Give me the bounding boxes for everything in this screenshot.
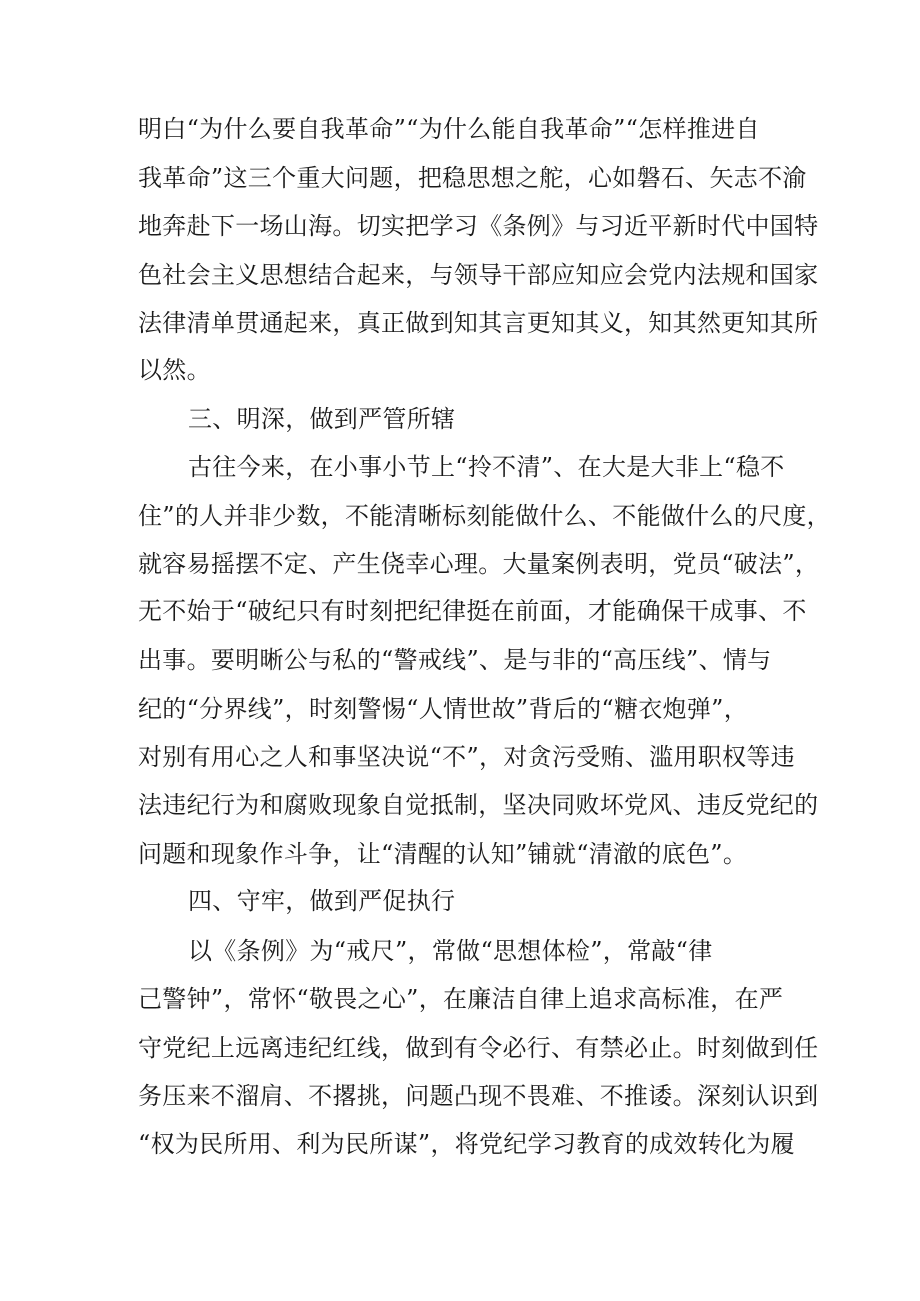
paragraph-line: 我革命”这三个重大问题，把稳思想之舵，心如磐石、矢志不渝 <box>138 164 807 192</box>
paragraph-line: 色社会主义思想结合起来，与领导干部应知应会党内法规和国家 <box>138 261 819 289</box>
paragraph-line: 法律清单贯通起来，真正做到知其言更知其义，知其然更知其所 <box>138 309 819 337</box>
paragraph-line: 古往今来，在小事小节上“拎不清”、在大是大非上“稳不 <box>188 453 785 481</box>
paragraph-line: 对别有用心之人和事坚决说“不”，对贪污受贿、滥用职权等违 <box>138 743 795 771</box>
paragraph-line: 明白“为什么要自我革命”“为什么能自我革命”“怎样推进自 <box>138 115 760 143</box>
paragraph-line: 守党纪上远离违纪红线，做到有令必行、有禁必止。时刻做到任 <box>138 1034 819 1062</box>
paragraph-line: 己警钟”，常怀“敬畏之心”，在廉洁自律上追求高标准，在严 <box>138 985 784 1013</box>
paragraph-line: 就容易摇摆不定、产生侥幸心理。大量案例表明，党员“破法”， <box>138 550 820 578</box>
paragraph-line: 以《条例》为“戒尺”，常做“思想体检”，常敲“律 <box>188 937 713 965</box>
paragraph-line: 务压来不溜肩、不撂挑，问题凸现不畏难、不推诿。深刻认识到 <box>138 1082 819 1110</box>
paragraph-line: 法违纪行为和腐败现象自觉抵制，坚决同败坏党风、违反党纪的 <box>138 791 819 819</box>
paragraph-line: 问题和现象作斗争，让“清醒的认知”铺就“清澈的底色”。 <box>138 840 748 868</box>
paragraph-line: “权为民所用、利为民所谋”，将党纪学习教育的成效转化为履 <box>138 1130 795 1158</box>
paragraph-line: 住”的人并非少数，不能清晰标刻能做什么、不能做什么的尺度， <box>138 502 831 530</box>
paragraph-line: 以然。 <box>138 356 211 384</box>
paragraph-line: 无不始于“破纪只有时刻把纪律挺在前面，才能确保干成事、不 <box>138 597 807 625</box>
section-heading-3: 三、明深，做到严管所辖 <box>188 405 456 433</box>
paragraph-line: 出事。要明晰公与私的“警戒线”、是与非的“高压线”、情与 <box>138 646 772 674</box>
section-heading-4: 四、守牢，做到严促执行 <box>188 887 456 915</box>
paragraph-line: 地奔赴下一场山海。切实把学习《条例》与习近平新时代中国特 <box>138 212 819 240</box>
paragraph-line: 纪的“分界线”，时刻警惕“人情世故”背后的“糖衣炮弹”， <box>138 695 749 723</box>
